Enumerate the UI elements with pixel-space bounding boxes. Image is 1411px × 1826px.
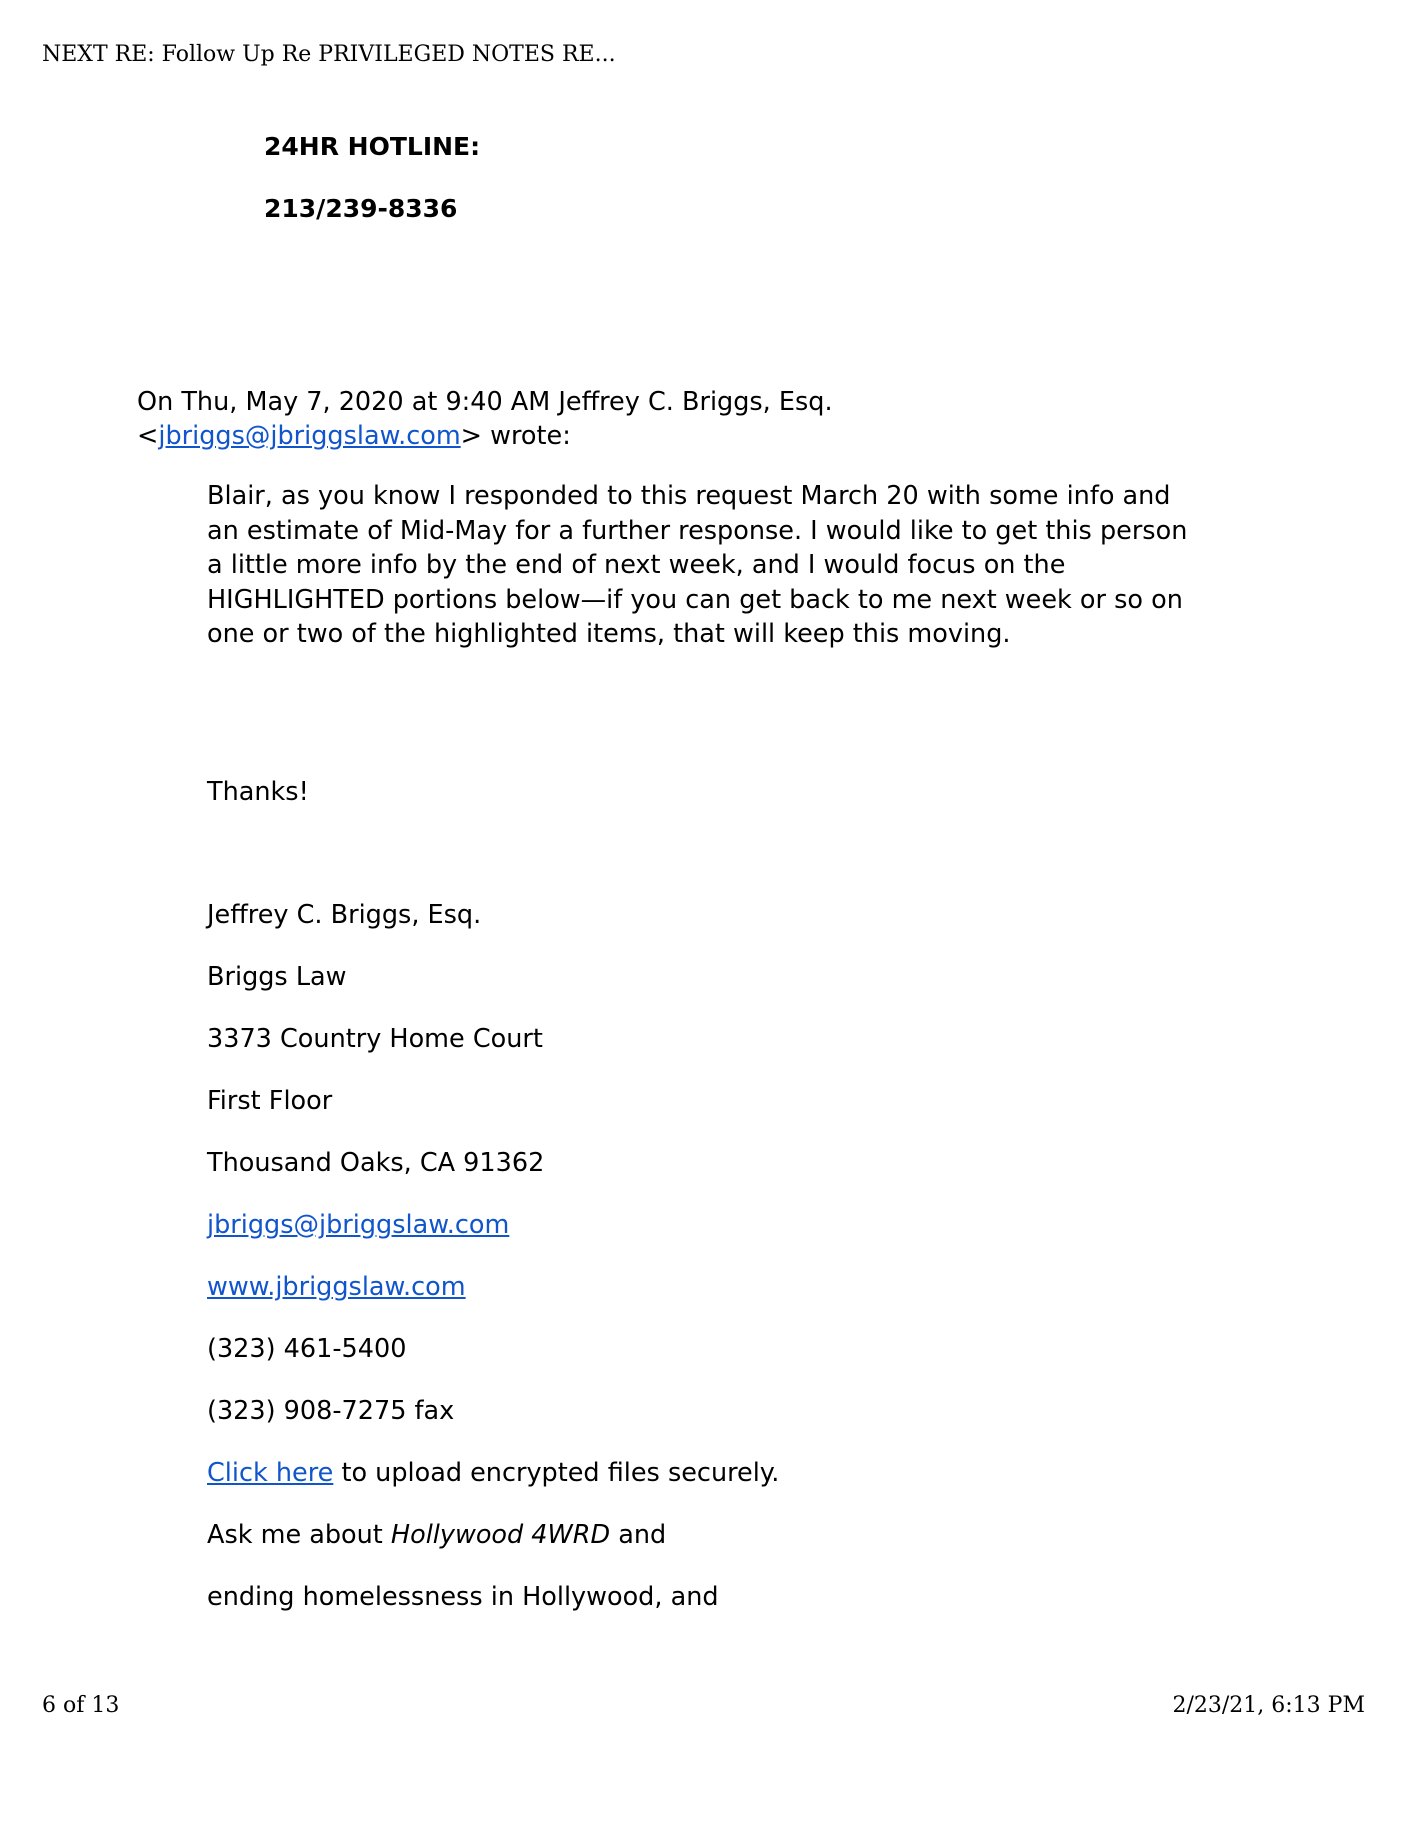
signature-email-link[interactable]: jbriggs@jbriggslaw.com xyxy=(207,1210,510,1240)
ask-suffix: and xyxy=(610,1520,667,1550)
quote-intro xyxy=(137,385,1237,453)
signature-firm: Briggs Law xyxy=(207,962,347,992)
upload-line xyxy=(207,1458,779,1488)
signature-website-line xyxy=(207,1272,466,1302)
page-header-title: NEXT RE: Follow Up Re PRIVILEGED NOTES RE... xyxy=(42,42,616,67)
signature-website-link[interactable]: www.jbriggslaw.com xyxy=(207,1272,466,1302)
signature-address-line2: First Floor xyxy=(207,1086,333,1116)
ask-line xyxy=(207,1520,666,1550)
signature-email-line xyxy=(207,1210,509,1240)
print-datetime: 2/23/21, 6:13 PM xyxy=(1172,1693,1365,1718)
signature-name: Jeffrey C. Briggs, Esq. xyxy=(207,900,482,930)
message-body: Blair, as you know I responded to this request March 20 with some info and an estimate of Mid-May for a further response. I would like to get this person a little more info by the end of next week, and I would focus on the HIGHLIGHTED portions below—if you can get back to me next week or so on one or two of the highlighted items, that will keep this moving. xyxy=(207,481,1188,649)
upload-text: to upload encrypted files securely. xyxy=(333,1458,780,1488)
quote-intro-email-link[interactable]: jbriggs@jbriggslaw.com xyxy=(158,421,461,451)
signature-fax: (323) 908-7275 fax xyxy=(207,1396,455,1426)
message-thanks: Thanks! xyxy=(207,777,309,807)
quote-intro-suffix: > wrote: xyxy=(460,421,571,451)
hotline-label: 24HR HOTLINE: xyxy=(264,132,481,161)
signature-city: Thousand Oaks, CA 91362 xyxy=(207,1148,545,1178)
quote-intro-lt: < xyxy=(137,421,159,451)
signature-phone: (323) 461-5400 xyxy=(207,1334,407,1364)
page-number: 6 of 13 xyxy=(42,1693,120,1718)
ask-prefix: Ask me about xyxy=(207,1520,391,1550)
signature-address-line1: 3373 Country Home Court xyxy=(207,1024,543,1054)
quote-intro-prefix: On Thu, May 7, 2020 at 9:40 AM Jeffrey C. Briggs, Esq. xyxy=(137,387,833,417)
ask-italic: Hollywood 4WRD xyxy=(390,1520,611,1550)
ending-line: ending homelessness in Hollywood, and xyxy=(207,1582,719,1612)
hotline-number: 213/239-8336 xyxy=(264,194,458,223)
upload-link[interactable]: Click here xyxy=(207,1458,334,1488)
